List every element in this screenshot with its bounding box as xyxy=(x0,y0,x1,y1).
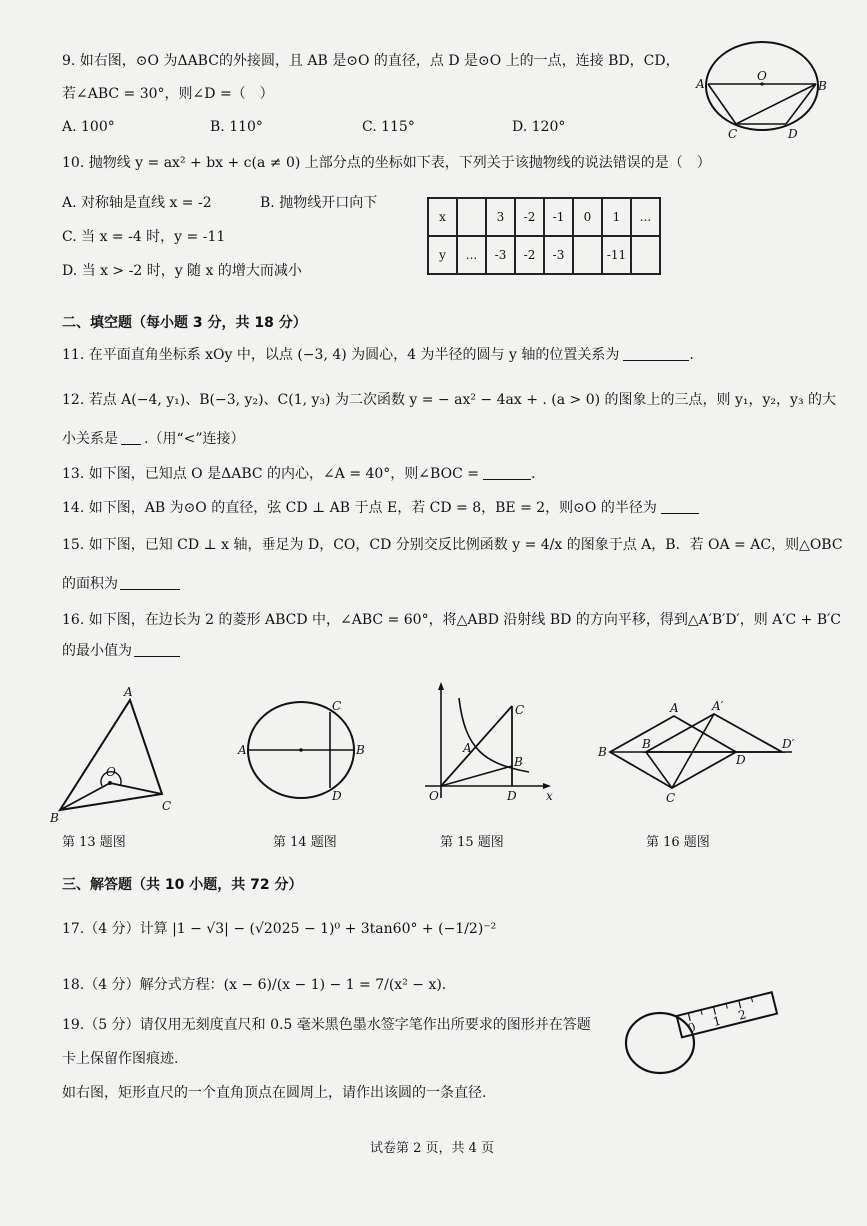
q13-answer-blank xyxy=(483,465,531,480)
q18-expression: (x − 6)/(x − 1) − 1 = 7/(x² − x). xyxy=(223,977,447,993)
fig14-circle xyxy=(238,700,368,810)
table-cell: ... xyxy=(631,198,660,236)
q9-option-d: D. 120° xyxy=(512,119,566,135)
q10-option-b: B. 抛物线开口向下 xyxy=(260,195,378,211)
q12-line2-tail: .（用“<”连接） xyxy=(144,431,245,447)
fig13-label-c: C xyxy=(162,799,172,813)
q15-line2 xyxy=(62,575,180,593)
q13: 13. 如下图，已知点 O 是ΔABC 的内心，∠A = 40°，则∠BOC = . xyxy=(62,466,536,482)
fig16-label-d-prime: D′ xyxy=(782,737,795,751)
q12-line1: 12. 若点 A(−4, y₁)、B(−3, y₂)、C(1, y₃) 为二次函数 y = − ax² − 4ax + . (a > 0) 的图象上的三点，则 y₁，y₂，y₃ 的大 xyxy=(62,392,837,408)
table-cell: -1 xyxy=(544,198,573,236)
q14 xyxy=(62,499,699,517)
q9-option-b: B. 110° xyxy=(210,119,263,135)
table-cell: -2 xyxy=(515,198,544,236)
section-2-heading: 二、填空题（每小题 3 分，共 18 分） xyxy=(62,315,307,331)
q10-stem: 10. 抛物线 y = ax² + bx + c(a ≠ 0) 上部分点的坐标如下表，下列关于该抛物线的说法错误的是（ ） xyxy=(62,155,711,171)
q19-ruler-figure xyxy=(620,985,780,1085)
q9-label-c: C xyxy=(728,127,738,141)
table-cell: -3 xyxy=(544,236,573,274)
q15-line1: 15. 如下图，已知 CD ⊥ x 轴，垂足为 D，CO，CD 分别交反比例函数 y = 4/x 的图象于点 A，B．若 OA = AC，则△OBC xyxy=(62,537,843,553)
q9-label-b: B xyxy=(818,79,827,93)
fig13-caption: 第 13 题图 xyxy=(62,835,126,850)
q9-line1: 9. 如右图，⊙O 为ΔABC的外接圆，且 AB 是⊙O 的直径，点 D 是⊙O 上的一点，连接 BD，CD， xyxy=(62,53,680,69)
q9-figure xyxy=(696,38,830,143)
q14-answer-blank xyxy=(661,499,699,514)
fig15-label-a: A xyxy=(463,741,472,755)
q18-prefix: 18.（4 分）解分式方程： xyxy=(62,977,224,993)
fig13-triangle xyxy=(50,686,180,826)
ruler-mark-0: 0 xyxy=(686,1019,698,1036)
table-cell: 1 xyxy=(602,198,631,236)
fig14-label-b: B xyxy=(356,743,365,757)
q10-value-table xyxy=(427,197,661,275)
table-cell: ... xyxy=(457,236,486,274)
fig14-label-a: A xyxy=(238,743,247,757)
q11-answer-blank xyxy=(623,346,689,361)
fig13-label-b: B xyxy=(50,811,59,825)
ruler-mark-1: 1 xyxy=(711,1013,723,1030)
fig15-graph xyxy=(415,680,565,810)
q9-label-a: A xyxy=(696,77,705,91)
q17-prefix: 17.（4 分）计算 xyxy=(62,921,168,937)
q16-line2 xyxy=(62,642,180,660)
fig14-label-c: C xyxy=(332,699,342,713)
table-cell: x xyxy=(428,198,457,236)
q16-line1: 16. 如下图，在边长为 2 的菱形 ABCD 中，∠ABC = 60°，将△ABD 沿射线 BD 的方向平移，得到△A′B′D′，则 A′C + B′C xyxy=(62,612,842,628)
fig16-label-b: B xyxy=(598,745,607,759)
q9-label-d: D xyxy=(788,127,798,141)
q10-option-a: A. 对称轴是直线 x = -2 xyxy=(62,195,212,211)
q19-line1: 19.（5 分）请仅用无刻度直尺和 0.5 毫米黑色墨水签字笔作出所要求的图形并在答题 xyxy=(62,1017,591,1033)
q19-line2: 卡上保留作图痕迹. xyxy=(62,1051,179,1067)
table-cell xyxy=(631,236,660,274)
table-cell: 0 xyxy=(573,198,602,236)
fig15-label-x: x xyxy=(546,789,553,803)
fig14-caption: 第 14 题图 xyxy=(273,835,337,850)
fig14-label-d: D xyxy=(332,789,342,803)
q19-line3: 如右图，矩形直尺的一个直角顶点在圆周上，请作出该圆的一条直径. xyxy=(62,1085,487,1101)
q11: 11. 在平面直角坐标系 xOy 中，以点 (−3, 4) 为圆心，4 为半径的圆与 y 轴的位置关系为 . xyxy=(62,347,694,363)
q9-option-c: C. 115° xyxy=(362,119,415,135)
q17 xyxy=(62,920,496,938)
fig15-label-o: O xyxy=(429,789,439,803)
q9-line2: 若∠ABC = 30°，则∠D =（ ） xyxy=(62,86,274,102)
table-cell: y xyxy=(428,236,457,274)
q10-table-x-row xyxy=(428,198,660,236)
fig16-rhombus xyxy=(596,700,806,810)
table-cell xyxy=(457,198,486,236)
page-footer: 试卷第 2 页，共 4 页 xyxy=(370,1141,495,1156)
fig13-label-a: A xyxy=(124,685,133,699)
q10-option-c: C. 当 x = -4 时，y = -11 xyxy=(62,229,226,245)
q12-answer-blank xyxy=(121,430,141,445)
q16-line2-text: 的最小值为 xyxy=(62,643,132,659)
q16-answer-blank xyxy=(134,642,180,657)
q9-option-a: A. 100° xyxy=(62,119,115,135)
fig16-label-d: D xyxy=(736,753,746,767)
ruler-mark-2: 2 xyxy=(736,1007,748,1023)
q17-expression: |1 − √3| − (√2025 − 1)⁰ + 3tan60° + (−1/2)⁻² xyxy=(172,921,497,937)
q10-table-y-row xyxy=(428,236,660,274)
fig16-label-a: A xyxy=(670,701,679,715)
fig16-label-b-prime: B xyxy=(642,737,651,751)
fig16-caption: 第 16 题图 xyxy=(646,835,710,850)
q18 xyxy=(62,976,446,994)
q12-line2 xyxy=(62,430,245,448)
fig16-label-a-prime: A′ xyxy=(712,699,724,713)
q15-answer-blank xyxy=(120,575,180,590)
q15-line2-text: 的面积为 xyxy=(62,576,118,592)
table-cell: 3 xyxy=(486,198,515,236)
section-3-heading: 三、解答题（共 10 小题，共 72 分） xyxy=(62,877,303,893)
table-cell xyxy=(573,236,602,274)
q13-text: 13. 如下图，已知点 O 是ΔABC 的内心，∠A = 40°，则∠BOC = xyxy=(62,466,479,482)
q10-option-d: D. 当 x > -2 时，y 随 x 的增大而减小 xyxy=(62,263,302,279)
q9-label-o: O xyxy=(757,69,767,83)
fig13-label-o: O xyxy=(106,765,116,779)
fig15-caption: 第 15 题图 xyxy=(440,835,504,850)
q12-line2-text: 小关系是 xyxy=(62,431,118,447)
fig15-label-b: B xyxy=(514,755,523,769)
fig15-label-d: D xyxy=(507,789,517,803)
table-cell: -3 xyxy=(486,236,515,274)
q11-text: 11. 在平面直角坐标系 xOy 中，以点 (−3, 4) 为圆心，4 为半径的圆与 y 轴的位置关系为 xyxy=(62,347,620,363)
fig15-label-c: C xyxy=(515,703,525,717)
table-cell: -2 xyxy=(515,236,544,274)
fig16-label-c: C xyxy=(666,791,676,805)
table-cell: -11 xyxy=(602,236,631,274)
q14-text: 14. 如下图，AB 为⊙O 的直径，弦 CD ⊥ AB 于点 E，若 CD = 8，BE = 2，则⊙O 的半径为 xyxy=(62,500,657,516)
